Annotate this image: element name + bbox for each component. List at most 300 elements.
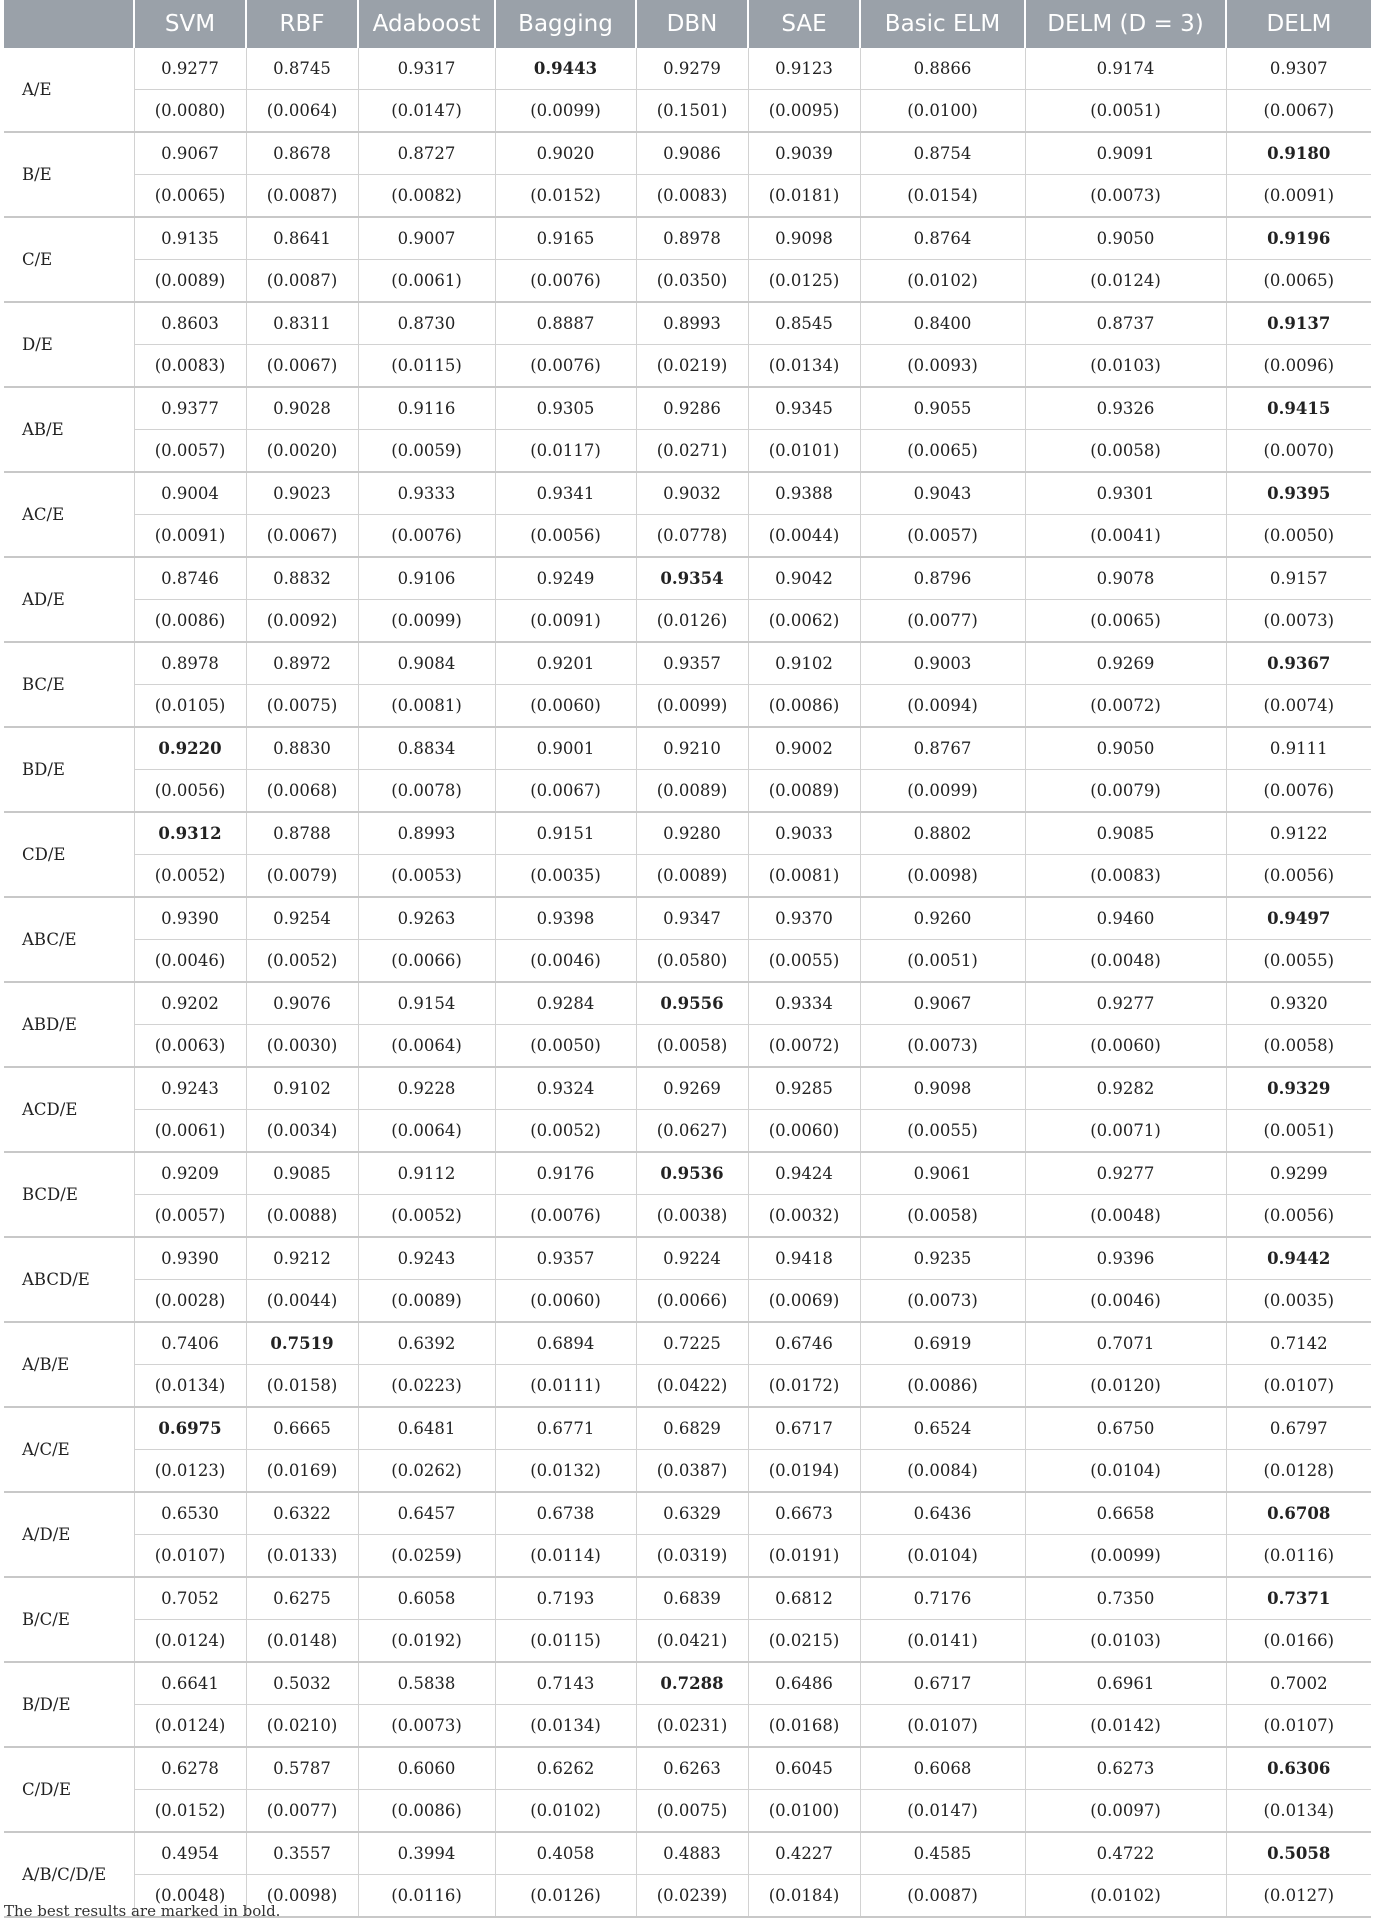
mean-cell: 0.6068	[860, 1747, 1025, 1790]
mean-cell: 0.9111	[1226, 727, 1371, 770]
sd-cell: (0.0262)	[358, 1450, 495, 1493]
sd-cell: (0.0259)	[358, 1535, 495, 1578]
sd-cell: (0.0058)	[1025, 430, 1226, 473]
sd-cell: (0.0055)	[860, 1110, 1025, 1153]
mean-cell: 0.7142	[1226, 1322, 1371, 1365]
mean-cell: 0.9329	[1226, 1067, 1371, 1110]
table-row-mean	[4, 1832, 1371, 1875]
mean-cell: 0.9055	[860, 387, 1025, 430]
mean-cell: 0.5058	[1226, 1832, 1371, 1875]
sd-cell: (0.0076)	[495, 1195, 636, 1238]
mean-cell: 0.9390	[134, 897, 246, 940]
mean-cell: 0.9209	[134, 1152, 246, 1195]
mean-cell: 0.9220	[134, 727, 246, 770]
header-cell: Basic ELM	[860, 0, 1025, 48]
sd-cell: (0.0077)	[246, 1790, 358, 1833]
mean-cell: 0.6708	[1226, 1492, 1371, 1535]
mean-cell: 0.9042	[748, 557, 860, 600]
sd-cell: (0.0032)	[748, 1195, 860, 1238]
mean-cell: 0.9263	[358, 897, 495, 940]
mean-cell: 0.6738	[495, 1492, 636, 1535]
table-row-mean	[4, 217, 1371, 260]
sd-cell: (0.0064)	[246, 90, 358, 133]
mean-cell: 0.9106	[358, 557, 495, 600]
sd-cell: (0.0079)	[1025, 770, 1226, 813]
sd-cell: (0.0133)	[246, 1535, 358, 1578]
mean-cell: 0.6746	[748, 1322, 860, 1365]
header-cell: DBN	[636, 0, 748, 48]
sd-cell: (0.0046)	[134, 940, 246, 983]
sd-cell: (0.0128)	[1226, 1450, 1371, 1493]
sd-cell: (0.0074)	[1226, 685, 1371, 728]
mean-cell: 0.6641	[134, 1662, 246, 1705]
table-row-sd	[4, 430, 1371, 473]
mean-cell: 0.8641	[246, 217, 358, 260]
header-cell: Bagging	[495, 0, 636, 48]
table-row-sd	[4, 1025, 1371, 1068]
mean-cell: 0.7371	[1226, 1577, 1371, 1620]
mean-cell: 0.9028	[246, 387, 358, 430]
mean-cell: 0.9324	[495, 1067, 636, 1110]
sd-cell: (0.1501)	[636, 90, 748, 133]
table-row-mean	[4, 1407, 1371, 1450]
table-row-sd	[4, 260, 1371, 303]
sd-cell: (0.0089)	[358, 1280, 495, 1323]
mean-cell: 0.6275	[246, 1577, 358, 1620]
mean-cell: 0.8866	[860, 48, 1025, 90]
mean-cell: 0.9196	[1226, 217, 1371, 260]
mean-cell: 0.8730	[358, 302, 495, 345]
mean-cell: 0.9043	[860, 472, 1025, 515]
mean-cell: 0.9357	[636, 642, 748, 685]
mean-cell: 0.5787	[246, 1747, 358, 1790]
table-row-mean	[4, 727, 1371, 770]
sd-cell: (0.0056)	[1226, 855, 1371, 898]
mean-cell: 0.9078	[1025, 557, 1226, 600]
mean-cell: 0.6436	[860, 1492, 1025, 1535]
sd-cell: (0.0096)	[1226, 345, 1371, 388]
sd-cell: (0.0060)	[495, 1280, 636, 1323]
mean-cell: 0.9326	[1025, 387, 1226, 430]
sd-cell: (0.0076)	[495, 260, 636, 303]
sd-cell: (0.0067)	[1226, 90, 1371, 133]
sd-cell: (0.0231)	[636, 1705, 748, 1748]
mean-cell: 0.9033	[748, 812, 860, 855]
mean-cell: 0.6486	[748, 1662, 860, 1705]
mean-cell: 0.8746	[134, 557, 246, 600]
sd-cell: (0.0172)	[748, 1365, 860, 1408]
sd-cell: (0.0050)	[495, 1025, 636, 1068]
mean-cell: 0.9243	[358, 1237, 495, 1280]
sd-cell: (0.0048)	[134, 1875, 246, 1918]
mean-cell: 0.9061	[860, 1152, 1025, 1195]
mean-cell: 0.9345	[748, 387, 860, 430]
mean-cell: 0.9280	[636, 812, 748, 855]
mean-cell: 0.9086	[636, 132, 748, 175]
mean-cell: 0.8727	[358, 132, 495, 175]
sd-cell: (0.0215)	[748, 1620, 860, 1663]
sd-cell: (0.0064)	[358, 1025, 495, 1068]
sd-cell: (0.0104)	[1025, 1450, 1226, 1493]
mean-cell: 0.9277	[134, 48, 246, 90]
row-label: BCD/E	[4, 1152, 134, 1237]
mean-cell: 0.9347	[636, 897, 748, 940]
mean-cell: 0.9165	[495, 217, 636, 260]
sd-cell: (0.0102)	[1025, 1875, 1226, 1918]
sd-cell: (0.0094)	[860, 685, 1025, 728]
sd-cell: (0.0060)	[748, 1110, 860, 1153]
table-row-mean	[4, 897, 1371, 940]
row-label: AD/E	[4, 557, 134, 642]
mean-cell: 0.9282	[1025, 1067, 1226, 1110]
sd-cell: (0.0041)	[1025, 515, 1226, 558]
mean-cell: 0.9398	[495, 897, 636, 940]
sd-cell: (0.0168)	[748, 1705, 860, 1748]
mean-cell: 0.6058	[358, 1577, 495, 1620]
mean-cell: 0.6045	[748, 1747, 860, 1790]
sd-cell: (0.0058)	[1226, 1025, 1371, 1068]
mean-cell: 0.5032	[246, 1662, 358, 1705]
sd-cell: (0.0120)	[1025, 1365, 1226, 1408]
row-label: ABCD/E	[4, 1237, 134, 1322]
sd-cell: (0.0071)	[1025, 1110, 1226, 1153]
mean-cell: 0.8767	[860, 727, 1025, 770]
mean-cell: 0.9001	[495, 727, 636, 770]
sd-cell: (0.0158)	[246, 1365, 358, 1408]
mean-cell: 0.9320	[1226, 982, 1371, 1025]
mean-cell: 0.8802	[860, 812, 1025, 855]
table-row-sd	[4, 1365, 1371, 1408]
mean-cell: 0.9333	[358, 472, 495, 515]
mean-cell: 0.9084	[358, 642, 495, 685]
sd-cell: (0.0152)	[134, 1790, 246, 1833]
sd-cell: (0.0065)	[1226, 260, 1371, 303]
table-row-sd	[4, 1110, 1371, 1153]
results-table-container	[4, 0, 1371, 1918]
table-footnote: The best results are marked in bold.	[4, 1902, 281, 1920]
sd-cell: (0.0147)	[358, 90, 495, 133]
mean-cell: 0.9003	[860, 642, 1025, 685]
mean-cell: 0.9284	[495, 982, 636, 1025]
sd-cell: (0.0055)	[1226, 940, 1371, 983]
mean-cell: 0.7143	[495, 1662, 636, 1705]
mean-cell: 0.8978	[636, 217, 748, 260]
sd-cell: (0.0057)	[860, 515, 1025, 558]
mean-cell: 0.9418	[748, 1237, 860, 1280]
sd-cell: (0.0073)	[860, 1280, 1025, 1323]
sd-cell: (0.0083)	[636, 175, 748, 218]
sd-cell: (0.0053)	[358, 855, 495, 898]
sd-cell: (0.0073)	[358, 1705, 495, 1748]
sd-cell: (0.0052)	[134, 855, 246, 898]
table-row-sd	[4, 770, 1371, 813]
row-label: D/E	[4, 302, 134, 387]
mean-cell: 0.6797	[1226, 1407, 1371, 1450]
sd-cell: (0.0056)	[134, 770, 246, 813]
mean-cell: 0.8796	[860, 557, 1025, 600]
row-label: A/B/C/D/E	[4, 1832, 134, 1917]
table-row-sd	[4, 1705, 1371, 1748]
sd-cell: (0.0134)	[495, 1705, 636, 1748]
table-row-mean	[4, 1492, 1371, 1535]
table-body	[4, 48, 1371, 1917]
sd-cell: (0.0099)	[1025, 1535, 1226, 1578]
mean-cell: 0.9285	[748, 1067, 860, 1110]
sd-cell: (0.0060)	[495, 685, 636, 728]
table-row-mean	[4, 48, 1371, 90]
mean-cell: 0.9007	[358, 217, 495, 260]
mean-cell: 0.9102	[748, 642, 860, 685]
mean-cell: 0.4722	[1025, 1832, 1226, 1875]
sd-cell: (0.0069)	[748, 1280, 860, 1323]
sd-cell: (0.0194)	[748, 1450, 860, 1493]
mean-cell: 0.6771	[495, 1407, 636, 1450]
sd-cell: (0.0089)	[636, 770, 748, 813]
sd-cell: (0.0058)	[636, 1025, 748, 1068]
table-row-mean	[4, 1322, 1371, 1365]
sd-cell: (0.0066)	[358, 940, 495, 983]
mean-cell: 0.9116	[358, 387, 495, 430]
mean-cell: 0.6839	[636, 1577, 748, 1620]
mean-cell: 0.6717	[860, 1662, 1025, 1705]
sd-cell: (0.0046)	[495, 940, 636, 983]
table-row-sd	[4, 1620, 1371, 1663]
sd-cell: (0.0117)	[495, 430, 636, 473]
sd-cell: (0.0050)	[1226, 515, 1371, 558]
mean-cell: 0.4585	[860, 1832, 1025, 1875]
row-label: ACD/E	[4, 1067, 134, 1152]
sd-cell: (0.0083)	[134, 345, 246, 388]
sd-cell: (0.0422)	[636, 1365, 748, 1408]
sd-cell: (0.0107)	[1226, 1705, 1371, 1748]
sd-cell: (0.0038)	[636, 1195, 748, 1238]
mean-cell: 0.6278	[134, 1747, 246, 1790]
table-row-mean	[4, 1662, 1371, 1705]
mean-cell: 0.8972	[246, 642, 358, 685]
mean-cell: 0.9424	[748, 1152, 860, 1195]
row-label: C/D/E	[4, 1747, 134, 1832]
mean-cell: 0.6273	[1025, 1747, 1226, 1790]
table-row-mean	[4, 1237, 1371, 1280]
sd-cell: (0.0103)	[1025, 345, 1226, 388]
mean-cell: 0.9123	[748, 48, 860, 90]
mean-cell: 0.9415	[1226, 387, 1371, 430]
table-row-sd	[4, 600, 1371, 643]
sd-cell: (0.0056)	[1226, 1195, 1371, 1238]
mean-cell: 0.7406	[134, 1322, 246, 1365]
sd-cell: (0.0166)	[1226, 1620, 1371, 1663]
sd-cell: (0.0147)	[860, 1790, 1025, 1833]
mean-cell: 0.6829	[636, 1407, 748, 1450]
mean-cell: 0.9249	[495, 557, 636, 600]
mean-cell: 0.8764	[860, 217, 1025, 260]
mean-cell: 0.9317	[358, 48, 495, 90]
sd-cell: (0.0065)	[860, 430, 1025, 473]
sd-cell: (0.0132)	[495, 1450, 636, 1493]
sd-cell: (0.0107)	[1226, 1365, 1371, 1408]
sd-cell: (0.0081)	[748, 855, 860, 898]
row-label: B/E	[4, 132, 134, 217]
sd-cell: (0.0088)	[246, 1195, 358, 1238]
sd-cell: (0.0075)	[636, 1790, 748, 1833]
table-row-mean	[4, 557, 1371, 600]
sd-cell: (0.0086)	[748, 685, 860, 728]
sd-cell: (0.0126)	[636, 600, 748, 643]
sd-cell: (0.0091)	[134, 515, 246, 558]
mean-cell: 0.6481	[358, 1407, 495, 1450]
mean-cell: 0.9556	[636, 982, 748, 1025]
sd-cell: (0.0058)	[860, 1195, 1025, 1238]
table-row-mean	[4, 302, 1371, 345]
sd-cell: (0.0076)	[1226, 770, 1371, 813]
sd-cell: (0.0083)	[1025, 855, 1226, 898]
sd-cell: (0.0065)	[1025, 600, 1226, 643]
mean-cell: 0.9085	[1025, 812, 1226, 855]
mean-cell: 0.9122	[1226, 812, 1371, 855]
sd-cell: (0.0099)	[358, 600, 495, 643]
mean-cell: 0.6322	[246, 1492, 358, 1535]
mean-cell: 0.8745	[246, 48, 358, 90]
mean-cell: 0.9497	[1226, 897, 1371, 940]
mean-cell: 0.8754	[860, 132, 1025, 175]
mean-cell: 0.9050	[1025, 217, 1226, 260]
mean-cell: 0.8834	[358, 727, 495, 770]
mean-cell: 0.7052	[134, 1577, 246, 1620]
table-row-sd	[4, 940, 1371, 983]
sd-cell: (0.0219)	[636, 345, 748, 388]
sd-cell: (0.0091)	[495, 600, 636, 643]
table-row-mean	[4, 1152, 1371, 1195]
table-row-sd	[4, 1195, 1371, 1238]
mean-cell: 0.9137	[1226, 302, 1371, 345]
sd-cell: (0.0035)	[1226, 1280, 1371, 1323]
sd-cell: (0.0077)	[860, 600, 1025, 643]
mean-cell: 0.9212	[246, 1237, 358, 1280]
sd-cell: (0.0061)	[134, 1110, 246, 1153]
sd-cell: (0.0089)	[636, 855, 748, 898]
mean-cell: 0.9286	[636, 387, 748, 430]
table-row-mean	[4, 812, 1371, 855]
mean-cell: 0.9076	[246, 982, 358, 1025]
mean-cell: 0.9443	[495, 48, 636, 90]
sd-cell: (0.0095)	[748, 90, 860, 133]
sd-cell: (0.0020)	[246, 430, 358, 473]
mean-cell: 0.9279	[636, 48, 748, 90]
table-row-sd	[4, 345, 1371, 388]
row-label: A/B/E	[4, 1322, 134, 1407]
mean-cell: 0.9091	[1025, 132, 1226, 175]
mean-cell: 0.9388	[748, 472, 860, 515]
sd-cell: (0.0192)	[358, 1620, 495, 1663]
sd-cell: (0.0093)	[860, 345, 1025, 388]
sd-cell: (0.0048)	[1025, 1195, 1226, 1238]
sd-cell: (0.0073)	[1025, 175, 1226, 218]
sd-cell: (0.0076)	[358, 515, 495, 558]
mean-cell: 0.7225	[636, 1322, 748, 1365]
sd-cell: (0.0051)	[1226, 1110, 1371, 1153]
mean-cell: 0.9460	[1025, 897, 1226, 940]
sd-cell: (0.0184)	[748, 1875, 860, 1918]
mean-cell: 0.9201	[495, 642, 636, 685]
table-row-sd	[4, 855, 1371, 898]
mean-cell: 0.7519	[246, 1322, 358, 1365]
mean-cell: 0.8311	[246, 302, 358, 345]
mean-cell: 0.6812	[748, 1577, 860, 1620]
table-row-mean	[4, 1577, 1371, 1620]
mean-cell: 0.9269	[1025, 642, 1226, 685]
sd-cell: (0.0350)	[636, 260, 748, 303]
mean-cell: 0.6665	[246, 1407, 358, 1450]
mean-cell: 0.8603	[134, 302, 246, 345]
sd-cell: (0.0124)	[134, 1705, 246, 1748]
mean-cell: 0.3557	[246, 1832, 358, 1875]
mean-cell: 0.8887	[495, 302, 636, 345]
sd-cell: (0.0115)	[358, 345, 495, 388]
sd-cell: (0.0064)	[358, 1110, 495, 1153]
mean-cell: 0.9151	[495, 812, 636, 855]
mean-cell: 0.9176	[495, 1152, 636, 1195]
sd-cell: (0.0076)	[495, 345, 636, 388]
sd-cell: (0.0052)	[246, 940, 358, 983]
mean-cell: 0.9023	[246, 472, 358, 515]
mean-cell: 0.9154	[358, 982, 495, 1025]
sd-cell: (0.0223)	[358, 1365, 495, 1408]
sd-cell: (0.0081)	[358, 685, 495, 728]
table-row-mean	[4, 132, 1371, 175]
sd-cell: (0.0067)	[495, 770, 636, 813]
mean-cell: 0.9354	[636, 557, 748, 600]
table-row-mean	[4, 1747, 1371, 1790]
mean-cell: 0.9050	[1025, 727, 1226, 770]
mean-cell: 0.9004	[134, 472, 246, 515]
sd-cell: (0.0079)	[246, 855, 358, 898]
mean-cell: 0.7176	[860, 1577, 1025, 1620]
mean-cell: 0.6919	[860, 1322, 1025, 1365]
table-row-mean	[4, 1067, 1371, 1110]
sd-cell: (0.0099)	[636, 685, 748, 728]
sd-cell: (0.0035)	[495, 855, 636, 898]
mean-cell: 0.4058	[495, 1832, 636, 1875]
sd-cell: (0.0102)	[495, 1790, 636, 1833]
sd-cell: (0.0080)	[134, 90, 246, 133]
sd-cell: (0.0134)	[134, 1365, 246, 1408]
mean-cell: 0.9254	[246, 897, 358, 940]
sd-cell: (0.0319)	[636, 1535, 748, 1578]
sd-cell: (0.0070)	[1226, 430, 1371, 473]
sd-cell: (0.0048)	[1025, 940, 1226, 983]
mean-cell: 0.4954	[134, 1832, 246, 1875]
mean-cell: 0.9367	[1226, 642, 1371, 685]
table-row-sd	[4, 90, 1371, 133]
sd-cell: (0.0169)	[246, 1450, 358, 1493]
sd-cell: (0.0086)	[134, 600, 246, 643]
mean-cell: 0.9277	[1025, 982, 1226, 1025]
sd-cell: (0.0421)	[636, 1620, 748, 1663]
table-row-sd	[4, 1450, 1371, 1493]
mean-cell: 0.9334	[748, 982, 860, 1025]
sd-cell: (0.0100)	[860, 90, 1025, 133]
sd-cell: (0.0044)	[246, 1280, 358, 1323]
sd-cell: (0.0148)	[246, 1620, 358, 1663]
mean-cell: 0.9157	[1226, 557, 1371, 600]
mean-cell: 0.9390	[134, 1237, 246, 1280]
mean-cell: 0.7193	[495, 1577, 636, 1620]
mean-cell: 0.6392	[358, 1322, 495, 1365]
sd-cell: (0.0124)	[134, 1620, 246, 1663]
mean-cell: 0.9112	[358, 1152, 495, 1195]
header-cell: SVM	[134, 0, 246, 48]
sd-cell: (0.0034)	[246, 1110, 358, 1153]
